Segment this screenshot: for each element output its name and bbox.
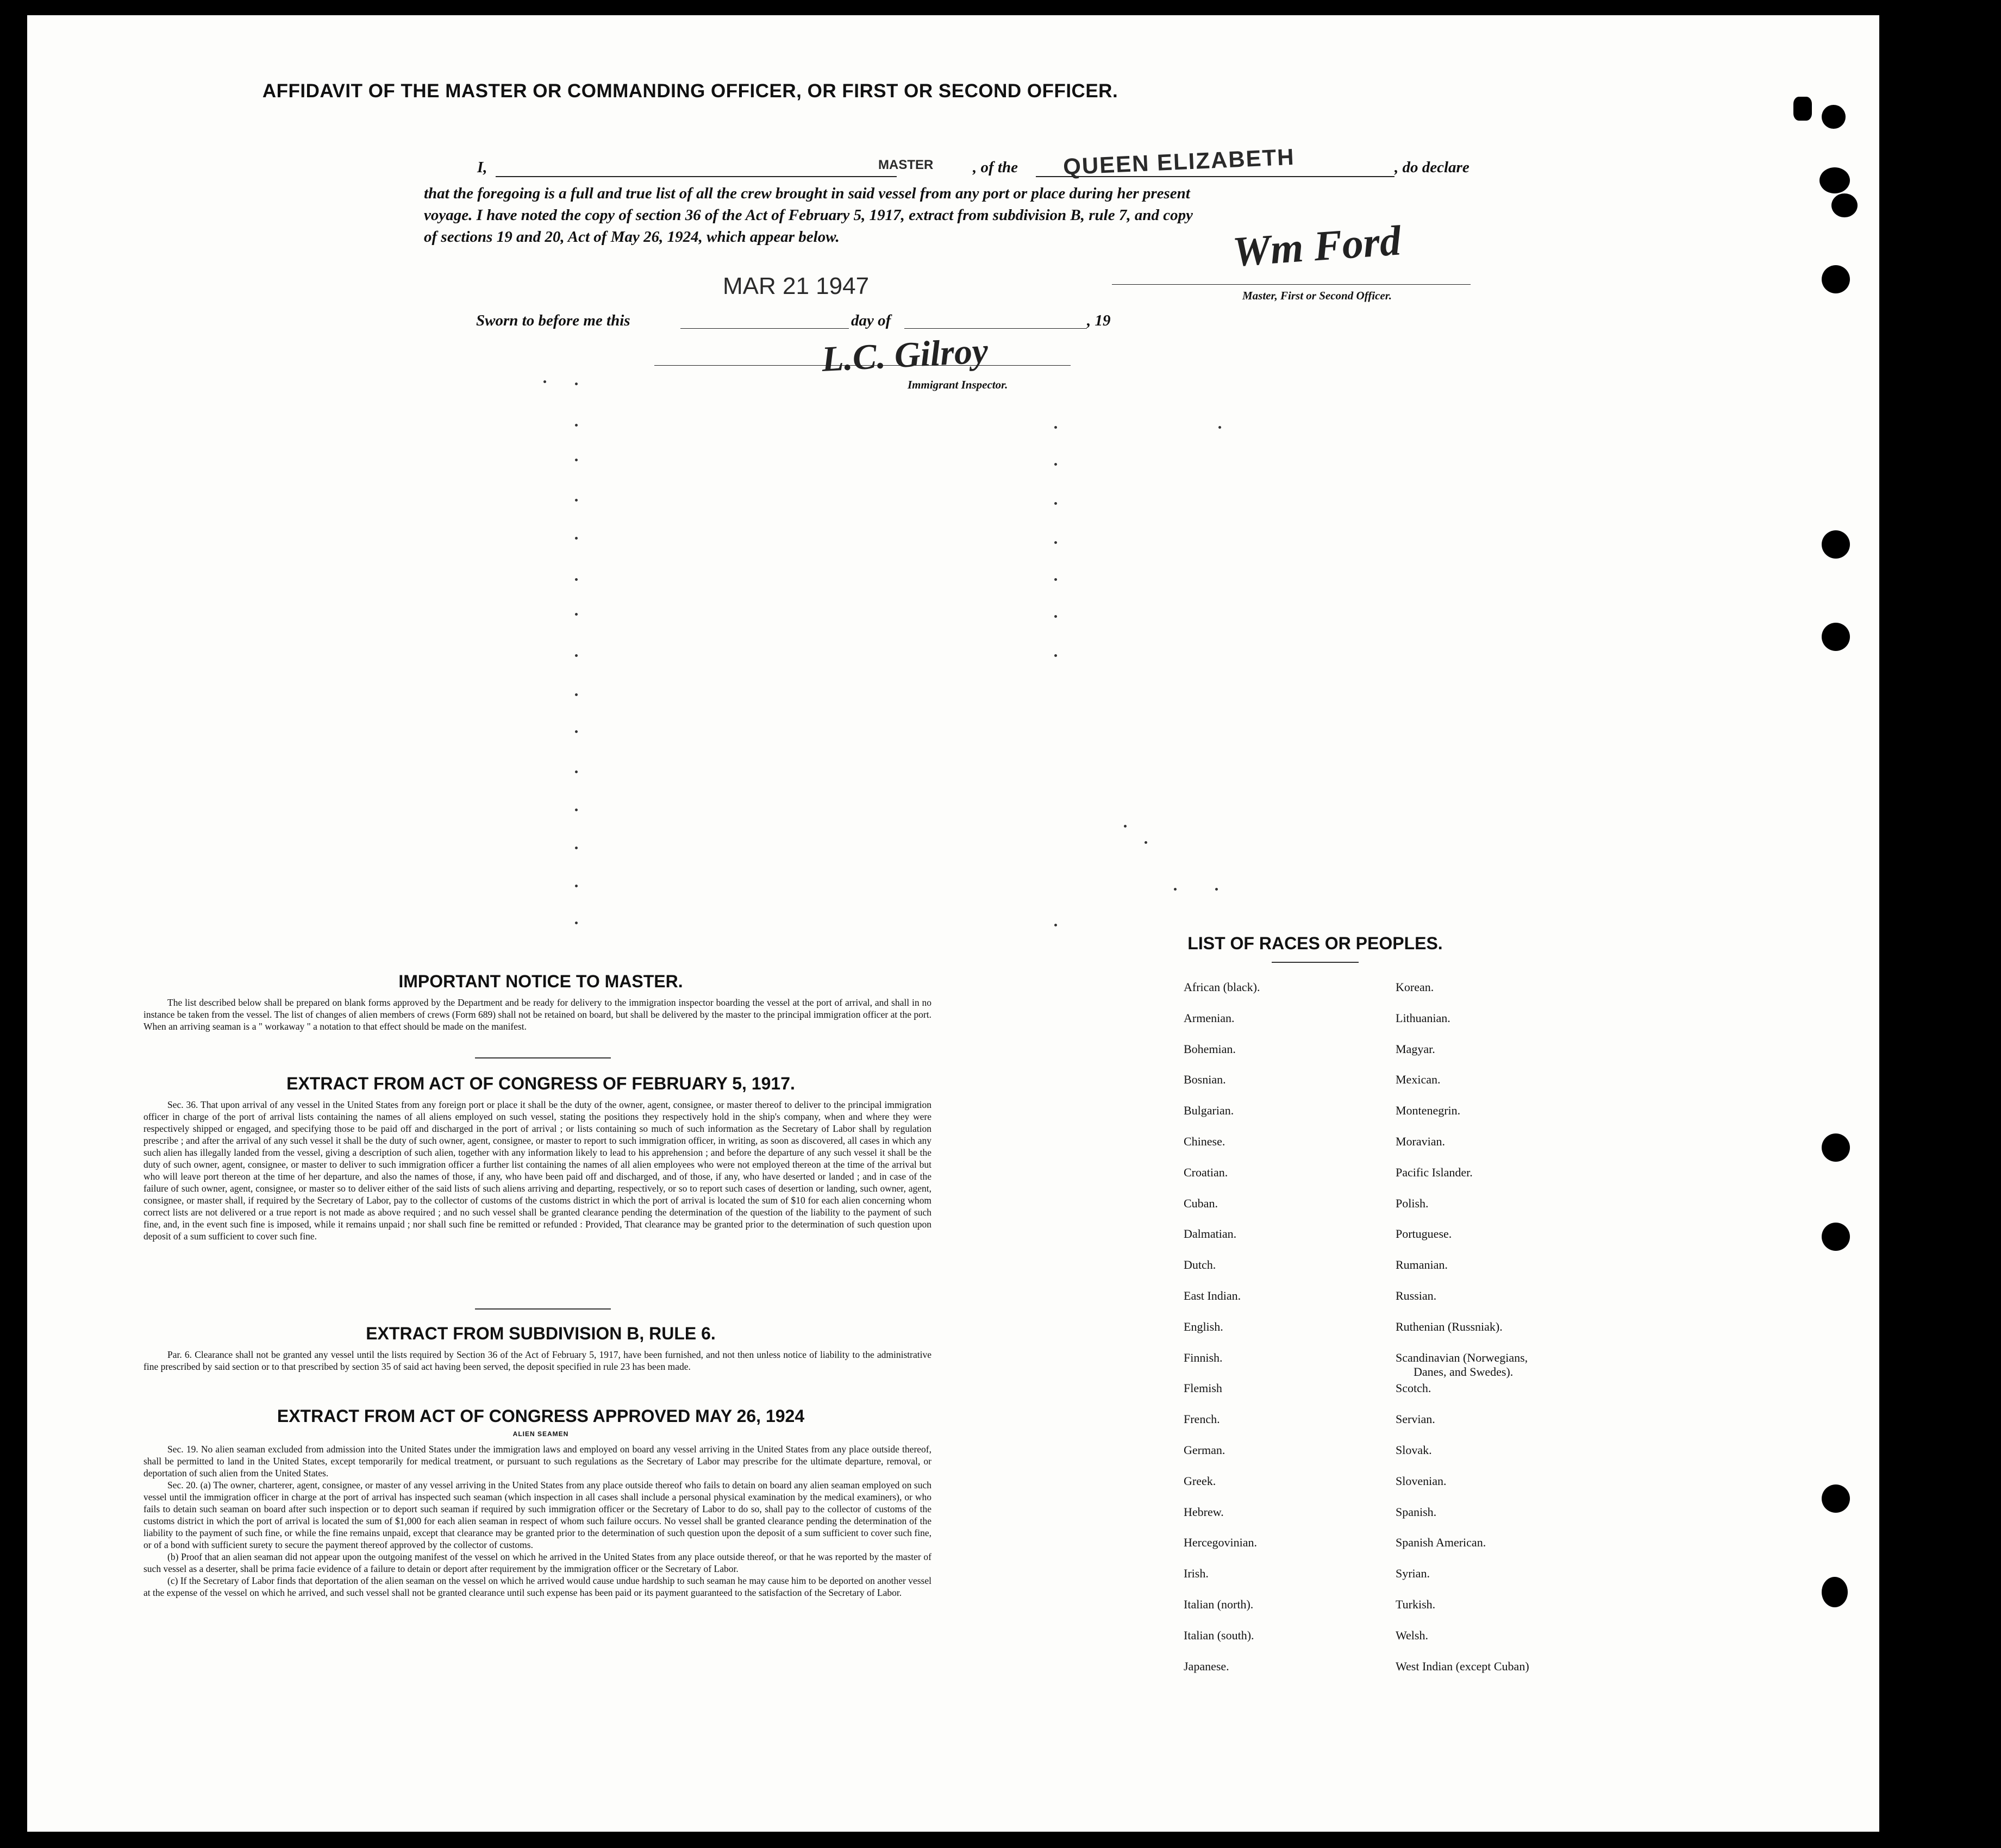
stray-mark [1215,888,1218,891]
section-divider [475,1057,611,1058]
punch-hole [1822,530,1850,559]
important-notice-paragraph: The list described below shall be prepared on blank forms approved by the Department and be ready for delivery to the immigration inspector boarding the vessel at the port of arrival, and shall in no instance be taken from the vessel. The list of changes of alien members of crews (Form 689) shall not be retained on board, but shall be delivered by the master to the principal immigration officer at the port. When an arriving seaman is a " workaway " a notation to that effect should be made on the manifest. [143,997,931,1032]
inspector-caption: Immigrant Inspector. [908,378,1008,391]
day-of-text: day of [851,312,891,329]
race-item: Chinese. [1184,1135,1225,1148]
affidavit-title: AFFIDAVIT OF THE MASTER OR COMMANDING OFFICER, OR FIRST OR SECOND OFFICER. [262,80,1118,102]
sec-19-paragraph: Sec. 19. No alien seaman excluded from admission into the United States under the immigration laws and employed on board any vessel arriving in the United States from any place outside thereof, shall be permitted to land in the United States, except temporarily for medical treatment, or pursuant to such regulations as the Secretary of Labor may prescribe for the ultimate departure, removal, or deportation of such alien from the United States. [143,1444,931,1479]
punch-hole [1822,1577,1848,1607]
punch-hole [1819,167,1850,193]
stray-mark [575,383,578,385]
race-item: Irish. [1184,1567,1209,1581]
punch-hole [1822,1223,1850,1251]
stray-mark [575,730,578,733]
stray-mark [1124,825,1127,828]
race-item: Ruthenian (Russniak). [1396,1319,1503,1333]
master-signature: Wm Ford [1231,216,1403,275]
stray-mark [575,424,578,427]
extract-1917-text [143,1099,931,1242]
stray-mark [575,654,578,657]
stray-mark [1054,463,1057,466]
master-stamp: MASTER [878,158,934,172]
punch-hole [1822,1133,1850,1162]
extract-1917-heading: EXTRACT FROM ACT OF CONGRESS OF FEBRUARY 5, 1917. [286,1074,795,1093]
race-item: African (black). [1184,980,1260,994]
race-item: Korean. [1396,980,1434,994]
affidavit-line-2: that the foregoing is a full and true list of all the crew brought in said vessel from any port or place during her present [424,185,1190,202]
race-item: Dalmatian. [1184,1227,1237,1241]
stray-mark [575,613,578,616]
race-item: Flemish [1184,1381,1222,1395]
races-heading: LIST OF RACES OR PEOPLES. [1187,934,1443,953]
sec-20b-paragraph: (b) Proof that an alien seaman did not appear upon the outgoing manifest of the vessel on which he arrived in the United States from any place outside thereof, or that he was reported by the master of such vessel as a deserter, shall be prima facie evidence of a failure to detain or deport after requirement by the immigration officer or the Secretary of Labor. [143,1551,931,1574]
stray-mark [575,770,578,773]
stray-mark [575,809,578,811]
of-the-text: , of the [973,159,1018,176]
important-notice-text [143,997,931,1032]
race-item: West Indian (except Cuban) [1396,1659,1529,1673]
year-text: , 19 [1087,312,1111,329]
affidavit-line-4: of sections 19 and 20, Act of May 26, 1924, which appear below. [424,228,840,246]
stray-mark [575,922,578,924]
race-item: Scandinavian (Norwegians, Danes, and Swedes). [1396,1350,1528,1379]
document-page [27,15,1879,1832]
stray-mark [575,537,578,540]
stray-mark [543,380,546,383]
stray-mark [575,885,578,887]
race-item: Syrian. [1396,1567,1430,1581]
race-item: Lithuanian. [1396,1011,1450,1025]
extract-1924-heading: EXTRACT FROM ACT OF CONGRESS APPROVED MAY 26, 1924 [277,1406,805,1426]
race-item: Finnish. [1184,1350,1223,1364]
race-item: Japanese. [1184,1659,1229,1673]
race-item: Armenian. [1184,1011,1235,1025]
extract-1917-paragraph: Sec. 36. That upon arrival of any vessel in the United States from any foreign port or place it shall be the duty of the owner, agent, consignee, or master thereof to deliver to the principal immigration officer in charge of the port of arrival lists containing the names of all aliens employed on such vessel, stating the positions they respectively hold in the ship's company, when and where they were respectively shipped or engaged, and specifying those to be paid off and discharged in the port of arrival ; or lists containing so much of such information as the Secretary of Labor shall by regulation prescribe ; and after the arrival of any such vessel it shall be the duty of such owner, agent, consignee, or master to report to such immigration officer, in writing, as soon as discovered, all cases in which any such alien has illegally landed from the vessel, giving a description of such alien, together with any information likely to lead to his apprehension ; and before the departure of any such vessel it shall be the duty of such owner, agent, consignee, or master to deliver to such immigration officer a further list containing the names of all alien employees who were not employed thereon at the time of the arrival but who will leave port thereon at the time of her departure, and also the names of those, if any, who have been paid off and discharged, and of those, if any, who have deserted or landed ; and in case of the failure of such owner, agent, consignee, or master so to deliver either of the said lists of such aliens arriving and departing, respectively, or so to report such cases of desertion or landing, such owner, agent, consignee, or master shall, if required by the Secretary of Labor, pay to the collector of customs of the customs district in which the port of arrival is located the sum of $10 for each alien concerning whom correct lists are not delivered or a true report is not made as above required ; and no such vessel shall be granted clearance pending the determination of the question of the liability to the payment of such fine, and, in the event such fine is imposed, while it remains unpaid ; nor shall such fine be remitted or refunded : Provided, That clearance may be granted prior to the determination of such question upon deposit of a sum sufficient to cover such fine. [143,1099,931,1242]
race-item: Slovak. [1396,1443,1432,1457]
stray-mark [1054,615,1057,618]
day-blank-line [680,328,849,329]
race-item: Cuban. [1184,1196,1218,1210]
extract-rule6-heading: EXTRACT FROM SUBDIVISION B, RULE 6. [366,1324,716,1343]
stray-mark [575,847,578,849]
race-item: Magyar. [1396,1042,1435,1056]
stray-mark [1054,578,1057,581]
stray-mark [1054,541,1057,544]
date-stamp: MAR 21 1947 [723,273,870,299]
sec-20a-paragraph: Sec. 20. (a) The owner, charterer, agent, consignee, or master of any vessel arriving in the United States from any place outside thereof who fails to detain on board any alien seaman employed on such vessel until the immigration officer in charge at the port of arrival has inspected such seaman (which inspection in all cases shall include a personal physical examination by the medical examiners), or who fails to detain such seaman on board after such inspection or to deport such seaman if required by such immigration officer or the Secretary of Labor to do so, shall pay to the collector of customs of the customs district in which the port of arrival is located the sum of $1,000 for each alien seaman in respect of whom such failure occurs. No vessel shall be granted clearance pending the determination of the liability to the payment of such fine, or while the fine remains unpaid, except that clearance may be granted prior to the determination of such question upon the deposit of a sum sufficient to cover such fine, or of a bond with sufficient surety to secure the payment thereof approved by the collector of customs. [143,1480,931,1550]
punch-hole [1793,97,1812,121]
stray-mark [575,578,578,581]
stray-mark [1054,924,1057,926]
race-item: Greek. [1184,1474,1216,1488]
stray-mark [1145,841,1147,844]
race-item: Polish. [1396,1196,1429,1210]
punch-hole [1831,193,1858,217]
inspector-signature: L.C. Gilroy [821,331,989,379]
race-item: German. [1184,1443,1225,1457]
race-item: Montenegrin. [1396,1104,1461,1118]
race-item: Dutch. [1184,1258,1216,1272]
stray-mark [1054,426,1057,429]
name-blank-line [496,176,897,177]
stray-mark [575,499,578,502]
race-item: Pacific Islander. [1396,1165,1473,1179]
do-declare-text: , do declare [1395,159,1470,176]
stray-mark [575,459,578,461]
extract-1924-text [143,1443,931,1599]
race-item: East Indian. [1184,1289,1241,1302]
race-item: French. [1184,1412,1220,1426]
month-blank-line [904,328,1087,329]
extract-rule6-paragraph: Par. 6. Clearance shall not be granted any vessel until the lists required by Section 36 of the Act of February 5, 1917, have been furnished, and not then unless notice of liability to the administrative fine prescribed by said section or to that prescribed by section 35 of said act having been served, the deposit specified in rule 23 has been made. [143,1349,931,1372]
race-item: Spanish. [1396,1505,1437,1519]
punch-hole [1822,105,1846,129]
race-item: Croatian. [1184,1165,1228,1179]
race-item: English. [1184,1319,1223,1333]
race-item: Russian. [1396,1289,1437,1302]
stray-mark [1218,426,1221,429]
important-notice-heading: IMPORTANT NOTICE TO MASTER. [398,972,683,991]
sworn-text: Sworn to before me this [476,312,630,329]
stray-mark [575,693,578,696]
race-item: Servian. [1396,1412,1435,1426]
race-item: Turkish. [1396,1598,1436,1611]
affidavit-line-3: voyage. I have noted the copy of section 36 of the Act of February 5, 1917, extract from subdivision B, rule 7, and copy [424,206,1193,224]
races-heading-rule [1272,962,1359,963]
race-item: Italian (south). [1184,1628,1254,1642]
stray-mark [1054,502,1057,505]
inspector-signature-line [654,365,1071,366]
race-item: Moravian. [1396,1135,1446,1148]
section-divider [475,1308,611,1310]
sec-20c-paragraph: (c) If the Secretary of Labor finds that deportation of the alien seaman on the vessel on which he arrived would cause undue hardship to such seaman he may cause him to be deported on another vessel at the expense of the vessel on which he arrived, and such vessel shall not be granted clearance until such expense has been paid or its payment guaranteed to the satisfaction of the Secretary of Labor. [143,1575,931,1598]
race-item: Bohemian. [1184,1042,1236,1056]
race-item: Portuguese. [1396,1227,1452,1241]
master-caption: Master, First or Second Officer. [1242,289,1392,302]
punch-hole [1822,1484,1850,1513]
affidavit-i: I, [477,159,487,176]
master-signature-line [1112,284,1471,285]
race-item: Hebrew. [1184,1505,1224,1519]
race-item: Scotch. [1396,1381,1431,1395]
race-item: Welsh. [1396,1628,1428,1642]
extract-rule6-text [143,1349,931,1373]
race-item: Bosnian. [1184,1073,1226,1087]
race-item: Spanish American. [1396,1536,1486,1550]
race-item: Bulgarian. [1184,1104,1234,1118]
stray-mark [1054,654,1057,657]
race-item: Rumanian. [1396,1258,1448,1272]
stray-mark [1174,888,1177,891]
race-item: Slovenian. [1396,1474,1447,1488]
race-item: Italian (north). [1184,1598,1254,1611]
race-item: Mexican. [1396,1073,1441,1087]
punch-hole [1822,623,1850,651]
race-item: Hercegovinian. [1184,1536,1257,1550]
vessel-name-stamp: QUEEN ELIZABETH [1062,143,1296,180]
alien-seamen-subheading: ALIEN SEAMEN [512,1430,569,1438]
punch-hole [1822,265,1850,293]
